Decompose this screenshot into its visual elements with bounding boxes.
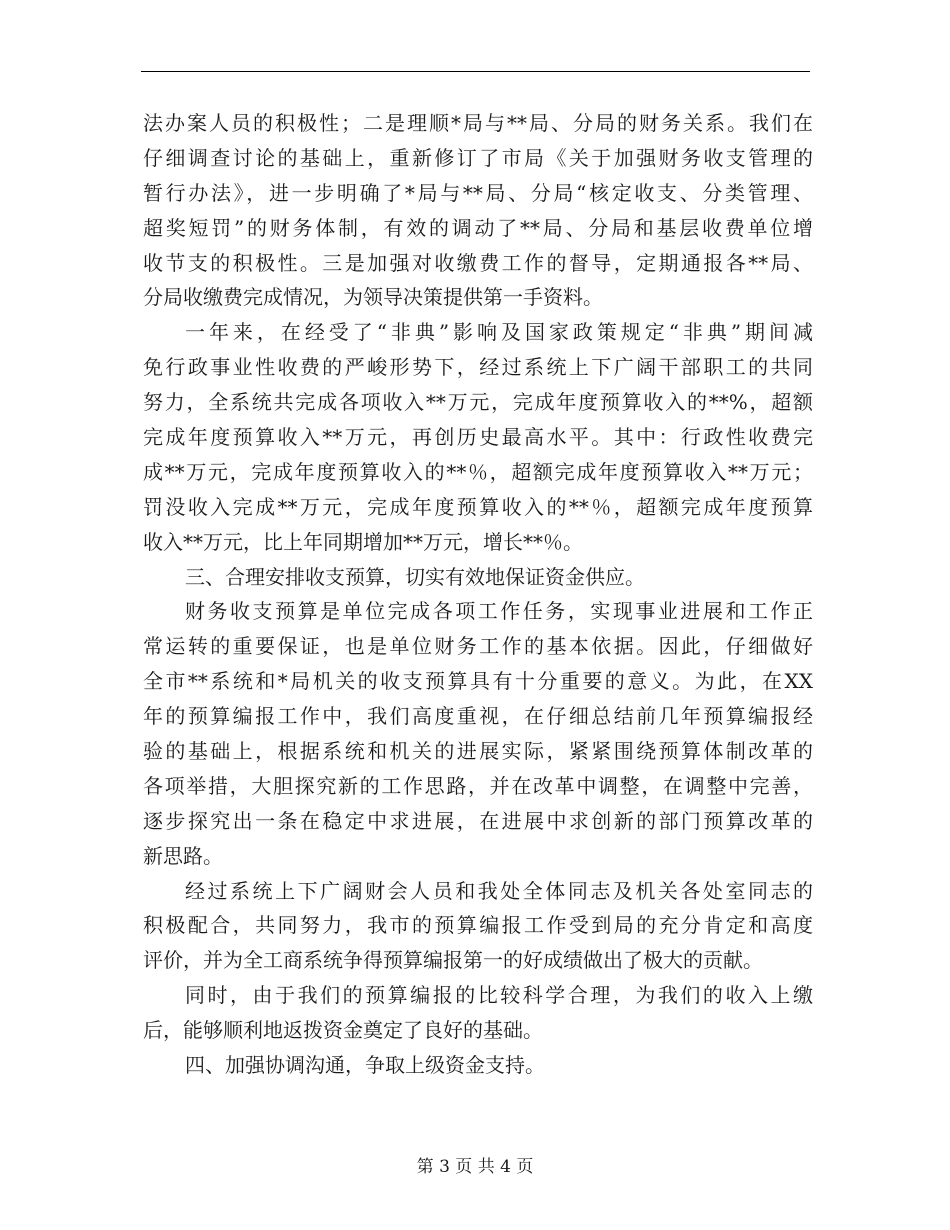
text-line: 暂行办法》，进一步明确了*局与**局、分局“核定收支、分类管理、 (143, 180, 813, 205)
paragraph (143, 874, 813, 979)
paragraph (143, 978, 813, 1048)
text-line: 三、合理安排收支预算，切实有效地保证资金供应。 (185, 564, 645, 589)
text-line: 一年来，在经受了“非典”影响及国家政策规定“非典”期间减 (185, 320, 813, 345)
text-line: 超奖短罚”的财务体制，有效的调动了**局、分局和基层收费单位增 (143, 215, 813, 240)
text-line: 分局收缴费完成情况，为领导决策提供第一手资料。 (143, 285, 603, 310)
text-line: 罚没收入完成**万元，完成年度预算收入的**％，超额完成年度预算 (143, 494, 813, 519)
page-number-footer: 第 3 页 共 4 页 (416, 1157, 534, 1177)
header-rule (141, 71, 810, 72)
text-line: 仔细调查讨论的基础上，重新修订了市局《关于加强财务收支管理的 (143, 145, 813, 170)
paragraph (143, 106, 813, 315)
section-heading (143, 560, 813, 595)
text-line: 后，能够顺利地返拨资金奠定了良好的基础。 (143, 1018, 543, 1043)
text-line: 各项举措，大胆探究新的工作思路，并在改革中调整，在调整中完善， (143, 773, 813, 798)
document-body (143, 106, 813, 1083)
text-line: 年的预算编报工作中，我们高度重视，在仔细总结前几年预算编报经 (143, 704, 813, 729)
text-line: 免行政事业性收费的严峻形势下，经过系统上下广阔干部职工的共同 (143, 355, 813, 380)
text-line: 验的基础上，根据系统和机关的进展实际，紧紧围绕预算体制改革的 (143, 739, 813, 764)
text-line: 努力，全系统共完成各项收入**万元，完成年度预算收入的**%，超额 (143, 390, 813, 415)
text-line: 完成年度预算收入**万元，再创历史最高水平。其中：行政性收费完 (143, 425, 813, 450)
text-line: 逐步探究出一条在稳定中求进展，在进展中求创新的部门预算改革的 (143, 808, 813, 833)
text-line: 财务收支预算是单位完成各项工作任务，实现事业进展和工作正 (185, 599, 813, 624)
text-line: 常运转的重要保证，也是单位财务工作的基本依据。因此，仔细做好 (143, 634, 813, 659)
text-line: 收节支的积极性。三是加强对收缴费工作的督导，定期通报各**局、 (143, 250, 813, 275)
text-line: 四、加强协调沟通，争取上级资金支持。 (185, 1053, 545, 1078)
text-line: 法办案人员的积极性；二是理顺*局与**局、分局的财务关系。我们在 (143, 111, 813, 135)
text-line: 成**万元，完成年度预算收入的**％，超额完成年度预算收入**万元； (143, 459, 813, 484)
paragraph (143, 594, 813, 873)
text-line: 评价，并为全工商系统争得预算编报第一的好成绩做出了极大的贡献。 (143, 948, 763, 973)
text-line: 全市**系统和*局机关的收支预算具有十分重要的意义。为此，在XX (143, 669, 813, 694)
text-line: 收入**万元，比上年同期增加**万元，增长**％。 (143, 529, 583, 554)
text-line: 同时，由于我们的预算编报的比较科学合理，为我们的收入上缴 (185, 983, 813, 1008)
text-line: 积极配合，共同努力，我市的预算编报工作受到局的充分肯定和高度 (143, 913, 813, 938)
section-heading (143, 1048, 813, 1083)
text-line: 新思路。 (143, 843, 223, 868)
paragraph (143, 315, 813, 559)
text-line: 经过系统上下广阔财会人员和我处全体同志及机关各处室同志的 (185, 878, 813, 903)
